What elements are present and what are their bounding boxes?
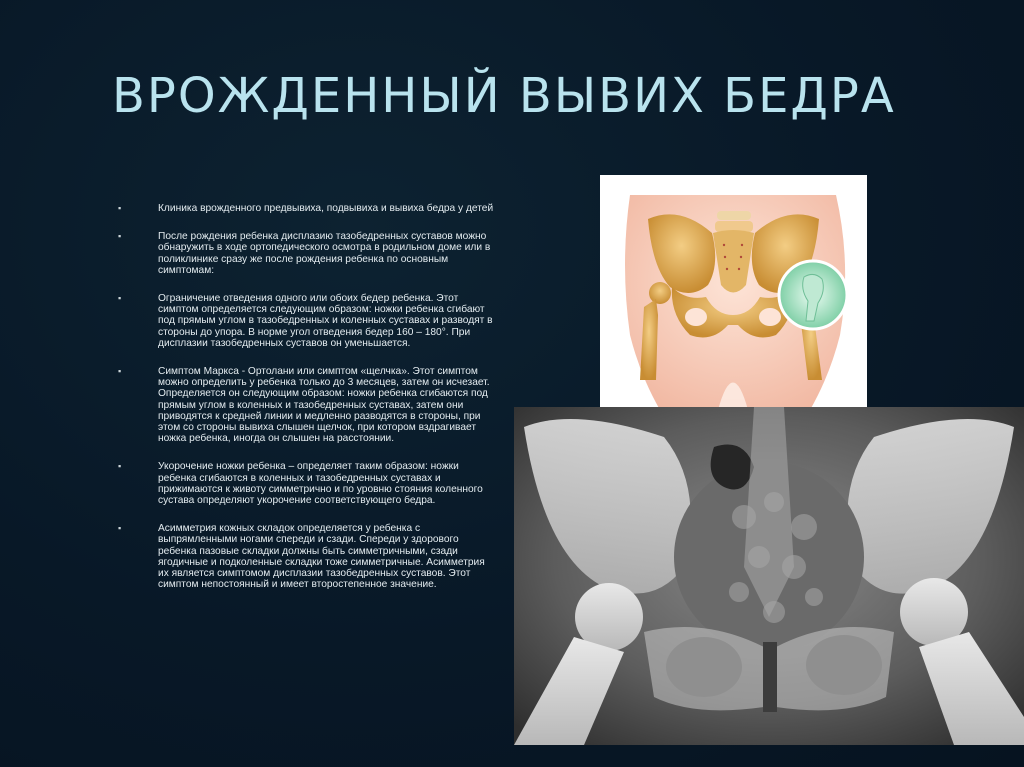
bullet-icon: ▪ bbox=[118, 461, 122, 472]
bullet-item bbox=[118, 461, 494, 506]
pelvis-illustration-graphic bbox=[600, 175, 867, 410]
bullet-icon: ▪ bbox=[118, 231, 122, 242]
bullet-item bbox=[118, 523, 494, 590]
bullet-text: После рождения ребенка дисплазию тазобедренных суставов можно обнаружить в ходе ортопедического осмотра в родильном доме или в поликлинике сразу же после рождения ребенка по основным симптомам: bbox=[158, 231, 491, 276]
bullet-item bbox=[118, 366, 494, 444]
pelvis-xray-graphic bbox=[514, 407, 1024, 745]
bullet-item bbox=[118, 293, 494, 349]
bullet-icon: ▪ bbox=[118, 203, 122, 213]
bullet-text: Ограничение отведения одного или обоих бедер ребенка. Этот симптом определяется следующим образом: ножки ребенка сгибают под прямым углом в тазобедренных и коленных суставах и разводят в стороны до упора. В норме угол отведения бедер 160 – 180°. При дисплазии тазобедренных суставов он уменьшается. bbox=[158, 293, 493, 349]
pelvis-xray-image bbox=[514, 407, 1024, 745]
bullet-list bbox=[118, 203, 494, 607]
bullet-icon: ▪ bbox=[118, 293, 122, 304]
bullet-item bbox=[118, 203, 494, 214]
bullet-text: Симптом Маркса - Ортолани или симптом «щелчка». Этот симптом можно определить у ребенка только до 3 месяцев, затем он исчезает. Определяется он следующим образом: ножки ребенка сгибаются под прямым углом в коленных и тазобедренных суставах, затем они приводятся к средней линии и медленно разводятся в стороны, при этом со стороны вывиха слышен щелчок, при котором вздрагивает ножка ребенка, иногда он слышен на расстоянии. bbox=[158, 366, 490, 445]
slide-title: ВРОЖДЕННЫЙ ВЫВИХ БЕДРА bbox=[112, 68, 896, 124]
bullet-item bbox=[118, 231, 494, 276]
bullet-icon: ▪ bbox=[118, 366, 122, 377]
bullet-text: Укорочение ножки ребенка – определяет таким образом: ножки ребенка сгибаются в коленных и тазобедренных суставах и прижимаются к животу симметрично и по уровню стояния коленного сустава определяют укорочение соответствующего бедра. bbox=[158, 461, 483, 507]
bullet-text: Асимметрия кожных складок определяется у ребенка с выпрямленными ногами спереди и сзади. Спереди у здорового ребенка пазовые складки должны быть симметричными, сзади ягодичные и подколенные складки тоже симметричные. Асимметрия их является симптомом дисплазии тазобедренных суставов. Этот симптом непостоянный и имеет второстепенное значение. bbox=[158, 523, 485, 591]
bullet-icon: ▪ bbox=[118, 523, 122, 534]
bullet-text: Клиника врожденного предвывиха, подвывиха и вывиха бедра у детей bbox=[158, 203, 494, 214]
pelvis-illustration bbox=[600, 175, 867, 410]
